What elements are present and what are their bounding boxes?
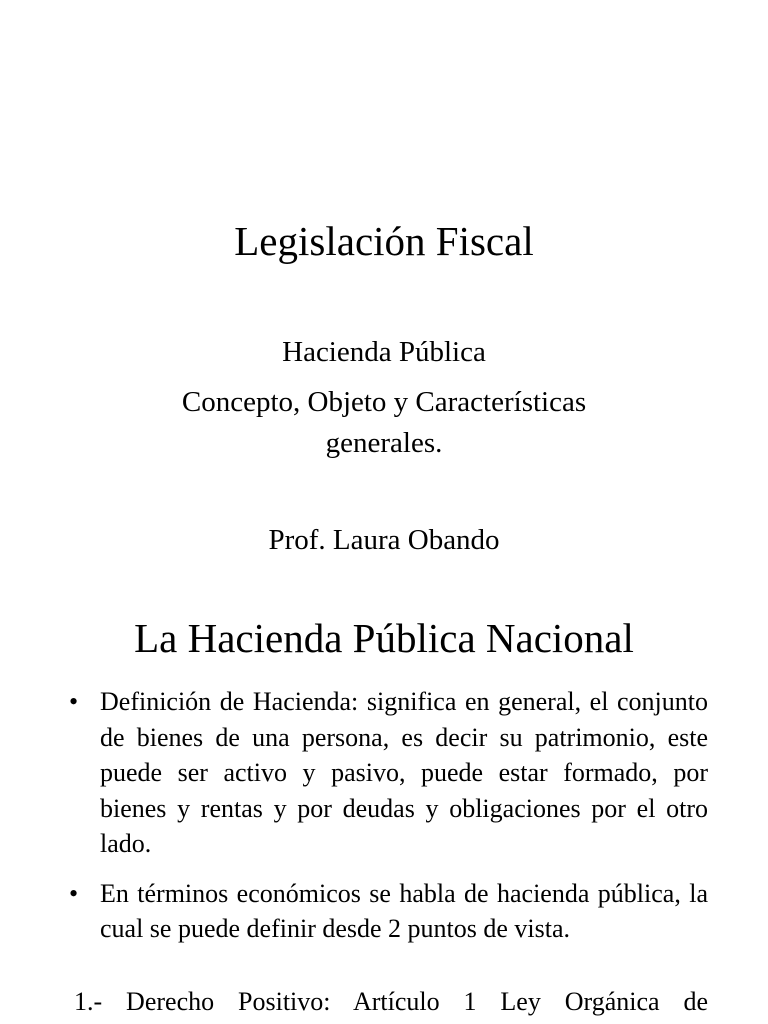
slide-subtitle-line-1: Hacienda Pública xyxy=(282,336,486,368)
bullet-text: En términos económicos se habla de hacienda pública, la cual se puede definir desde 2 puntos de vista. xyxy=(100,878,708,943)
bullet-text: Definición de Hacienda: significa en general, el conjunto de bienes de una persona, es decir su patrimonio, este puede ser activo y pasivo, puede estar formado, por bienes y rentas y por deudas y obligaciones por el otro lado. xyxy=(100,687,708,858)
slide-subtitle-line-3: generales. xyxy=(325,427,443,459)
bullet-icon: • xyxy=(69,878,79,908)
bullet-item-terminos-economicos xyxy=(69,876,708,947)
numbered-paragraph-line: 1.- Derecho Positivo: Artículo 1 Ley Orgánica de xyxy=(74,987,708,1016)
slide-subtitle-line-2: Concepto, Objeto y Características xyxy=(181,386,587,418)
bullet-icon: • xyxy=(69,687,79,716)
bullet-item-definicion xyxy=(69,684,708,862)
slide-title: Legislación Fiscal xyxy=(234,218,534,264)
author-name: Prof. Laura Obando xyxy=(268,524,500,556)
bullet-list xyxy=(0,684,768,961)
section-title: La Hacienda Pública Nacional xyxy=(134,615,634,661)
